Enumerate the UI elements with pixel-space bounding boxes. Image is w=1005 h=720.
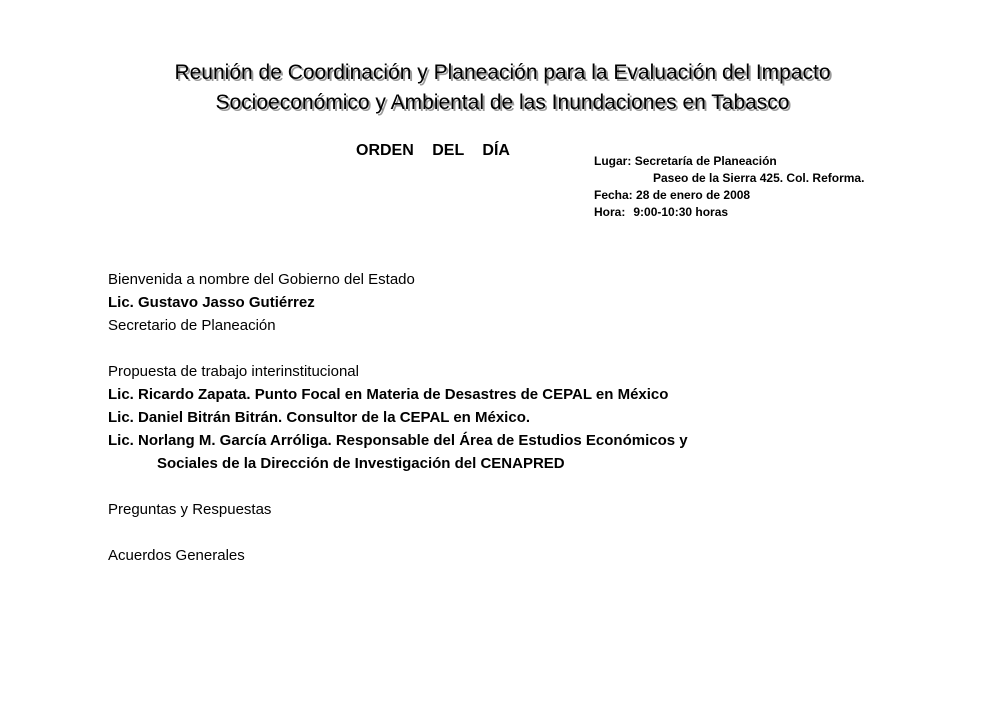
agenda-item-1-role: Secretario de Planeación <box>108 317 276 334</box>
title-line-1: Reunión de Coordinación y Planeación para la Evaluación del Impacto <box>174 61 831 84</box>
hora-row <box>594 204 864 221</box>
fecha-label: Fecha: <box>594 188 633 202</box>
agenda-item-4-topic: Acuerdos Generales <box>108 547 245 564</box>
lugar-row <box>594 153 864 170</box>
agenda-heading: ORDEN DEL DÍA <box>356 142 510 159</box>
spacer <box>108 521 688 544</box>
page-title <box>0 58 1005 118</box>
agenda-item-2-topic: Propuesta de trabajo interinstitucional <box>108 363 359 380</box>
fecha-value: 28 de enero de 2008 <box>636 188 751 202</box>
hora-value: 9:00-10:30 horas <box>633 205 729 219</box>
spacer <box>108 475 688 498</box>
meeting-info <box>594 153 864 221</box>
agenda-item-2-speaker-2: Lic. Daniel Bitrán Bitrán. Consultor de la CEPAL en México. <box>108 409 531 426</box>
agenda-item-1-speaker: Lic. Gustavo Jasso Gutiérrez <box>108 294 315 311</box>
agenda-item-2-speaker-3: Lic. Norlang M. García Arróliga. Responsable del Área de Estudios Económicos y <box>108 432 688 449</box>
agenda-item-2-speaker-3-cont: Sociales de la Dirección de Investigación del CENAPRED <box>157 455 565 472</box>
spacer <box>108 337 688 360</box>
lugar-value: Secretaría de Planeación <box>634 154 777 168</box>
agenda-list <box>108 268 688 567</box>
agenda-item-1-topic: Bienvenida a nombre del Gobierno del Estado <box>108 271 415 288</box>
title-line-2: Socioeconómico y Ambiental de las Inundaciones en Tabasco <box>215 91 790 114</box>
agenda-item-2-speaker-1: Lic. Ricardo Zapata. Punto Focal en Materia de Desastres de CEPAL en México <box>108 386 669 403</box>
agenda-item-3-topic: Preguntas y Respuestas <box>108 501 272 518</box>
fecha-row <box>594 187 864 204</box>
hora-label: Hora: <box>594 205 626 219</box>
lugar-label: Lugar: <box>594 154 632 168</box>
lugar-address: Paseo de la Sierra 425. Col. Reforma. <box>653 171 865 185</box>
